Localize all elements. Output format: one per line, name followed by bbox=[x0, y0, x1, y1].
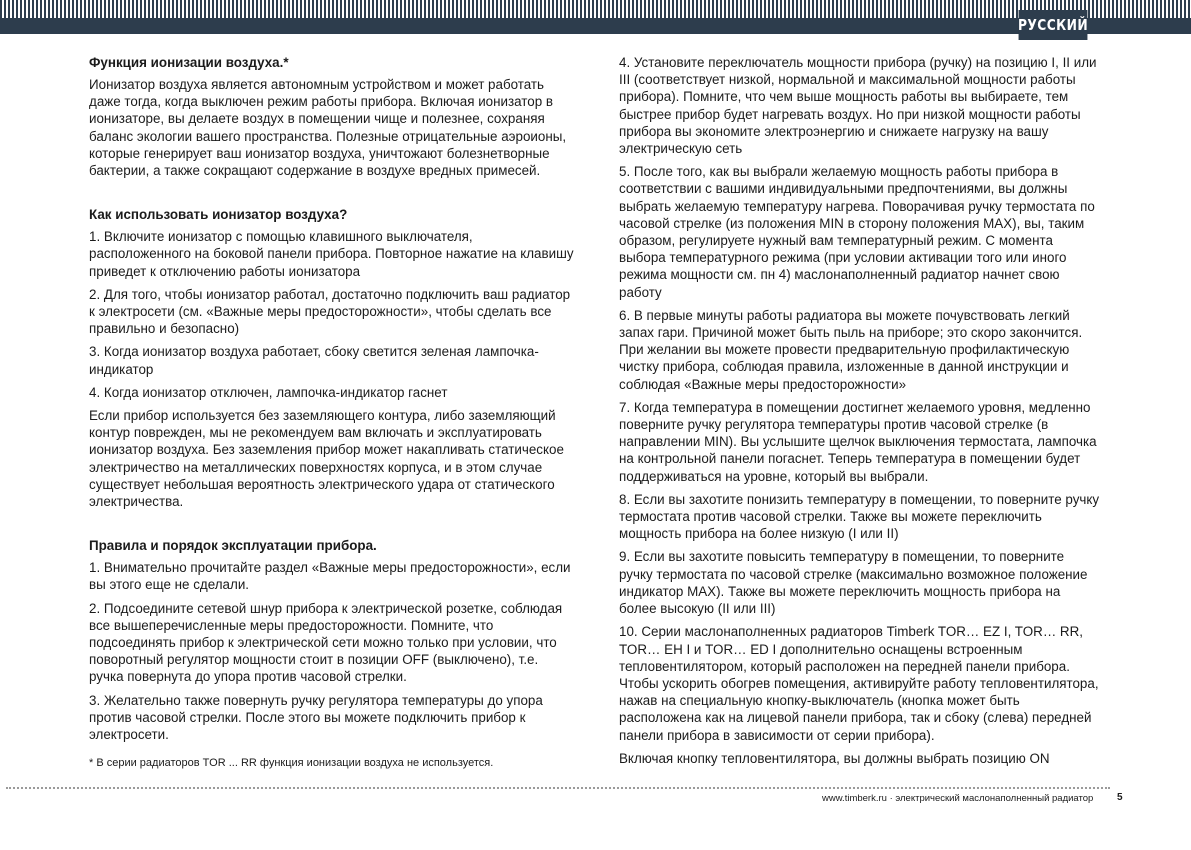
section-title-ionization: Функция ионизации воздуха.* bbox=[89, 55, 289, 70]
paragraph: 4. Установите переключатель мощности прибора (ручку) на позицию I, II или III (соответствует низкой, нормальной и максимальной мощности работы прибора). Помните, что чем выше мощность работы вы выбираете, тем быстрее прибор будет нагревать воздух. Но при низкой мощности работы прибора вы экономите электроэнергию и снижаете нагрузку на вашу электрическую сеть bbox=[619, 55, 1097, 157]
paragraph: 2. Подсоедините сетевой шнур прибора к электрической розетке, соблюдая все вышеперечисленные меры предосторожности. Помните, что подсоединять прибор к электрической сети можно только при условии, что поворотный регулятор мощности стоит в позиции OFF (выключено), т.е. ручка повернута до упора против часовой стрелки. bbox=[89, 600, 563, 685]
footer-text: www.timberk.ru · электрический маслонаполненный радиатор bbox=[822, 793, 1094, 804]
paragraph: Ионизатор воздуха является автономным устройством и может работать даже тогда, когда выключен режим работы прибора. Включая ионизатор в ионизаторе, вы делаете воздух в помещении чище и полезнее, сохраняя баланс экологии вашего пространства. Полезные отрицательные аэроионы, которые генерирует ваш ионизатор воздуха, уничтожают болезнетворные бактерии, а также сокращают содержание в воздухе вредных примесей. bbox=[89, 77, 567, 179]
paragraph: 3. Когда ионизатор воздуха работает, сбоку светится зеленая лампочка-индикатор bbox=[89, 344, 539, 377]
paragraph: 1. Внимательно прочитайте раздел «Важные меры предосторожности», если вы этого еще не сделали. bbox=[89, 560, 571, 593]
paragraph: 6. В первые минуты работы радиатора вы можете почувствовать легкий запах гари. Причиной может быть пыль на приборе; это скоро закончится. При желании вы можете провести предварительную профилактическую чистку прибора, соблюдая правила, изложенные в данной инструкции и соблюдая «Важные меры предосторожности» bbox=[619, 307, 1083, 392]
paragraph: 10. Серии маслонаполненных радиаторов Timberk TOR… EZ I, TOR… RR, TOR… EH I и TOR… ED I дополнительно оснащены встроенным тепловентилятором, который расположен на передней панели прибора. Чтобы ускорить обогрев помещения, активируйте работу тепловентилятора, нажав на специальную кнопку-выключатель (кнопка может быть расположена как на лицевой панели прибора, так и сбоку (слева) передней панели прибора в зависимости от серии прибора). bbox=[619, 624, 1099, 743]
paragraph: Включая кнопку тепловентилятора, вы должны выбрать позицию ON bbox=[619, 750, 1050, 766]
paragraph: 3. Желательно также повернуть ручку регулятора температуры до упора против часовой стрелки. После этого вы можете подключить прибор к электросети. bbox=[89, 692, 543, 743]
paragraph: 2. Для того, чтобы ионизатор работал, достаточно подключить ваш радиатор к электросети (см. «Важные меры предосторожности», чтобы сделать все правильно и безопасно) bbox=[89, 286, 571, 337]
section-title-operation-rules: Правила и порядок эксплуатации прибора. bbox=[89, 538, 377, 554]
header-stripes bbox=[0, 0, 1191, 18]
paragraph: 9. Если вы захотите повысить температуру в помещении, то поверните ручку термостата по часовой стрелке (максимально возможное положение индикатор MAX). Также вы можете переключить мощность прибора на более высокую (II или III) bbox=[619, 549, 1088, 617]
left-column bbox=[89, 54, 575, 770]
paragraph: Если прибор используется без заземляющего контура, либо заземляющий контур поврежден, мы не рекомендуем вам включать и эксплуатировать ионизатор воздуха. Без заземления прибор может накапливать статическое электричество на металлических поверхностях корпуса, и в этом случае существует небольшая вероятность электрического удара от статического электричества. bbox=[89, 408, 564, 510]
footnote: * В серии радиаторов TOR ... RR функция ионизации воздуха не используется. bbox=[89, 757, 494, 770]
right-column bbox=[619, 54, 1101, 773]
paragraph: 4. Когда ионизатор отключен, лампочка-индикатор гаснет bbox=[89, 384, 448, 400]
paragraph: 1. Включите ионизатор с помощью клавишного выключателя, расположенного на боковой панели прибора. Повторное нажатие на клавишу приведет к отключению работы ионизатора bbox=[89, 229, 574, 279]
paragraph: 7. Когда температура в помещении достигнет желаемого уровня, медленно поверните ручку регулятора температуры против часовой стрелке (в направлении MIN). Вы услышите щелчок выключения термостата, лампочка на контрольной панели погаснет. Теперь температура в помещении будет поддерживаться на уровне, который вы выбрали. bbox=[619, 399, 1097, 484]
paragraph: 5. После того, как вы выбрали желаемую мощность работы прибора в соответствии с вашими индивидуальными предпочтениями, вы должны выбрать желаемую температуру нагрева. Поворачивая ручку термостата по часовой стрелке (из положения MIN в сторону положения MAX), вы, таким образом, регулируете нужный вам температурный режим. С момента выбора температурного режима (при условии активации того или иного режима мощности см. пн 4) маслонаполненный радиатор начнет свою работу bbox=[619, 164, 1095, 300]
paragraph: 8. Если вы захотите понизить температуру в помещении, то поверните ручку термостата против часовой стрелки. Также вы можете переключить мощность прибора на более низкую (I или II) bbox=[619, 491, 1100, 542]
footer-divider bbox=[6, 787, 1110, 789]
header-bar bbox=[0, 18, 1191, 34]
language-tab: РУССКИЙ bbox=[1019, 10, 1088, 40]
page-number: 5 bbox=[1117, 792, 1123, 803]
section-title-how-to-use: Как использовать ионизатор воздуха? bbox=[89, 207, 348, 223]
